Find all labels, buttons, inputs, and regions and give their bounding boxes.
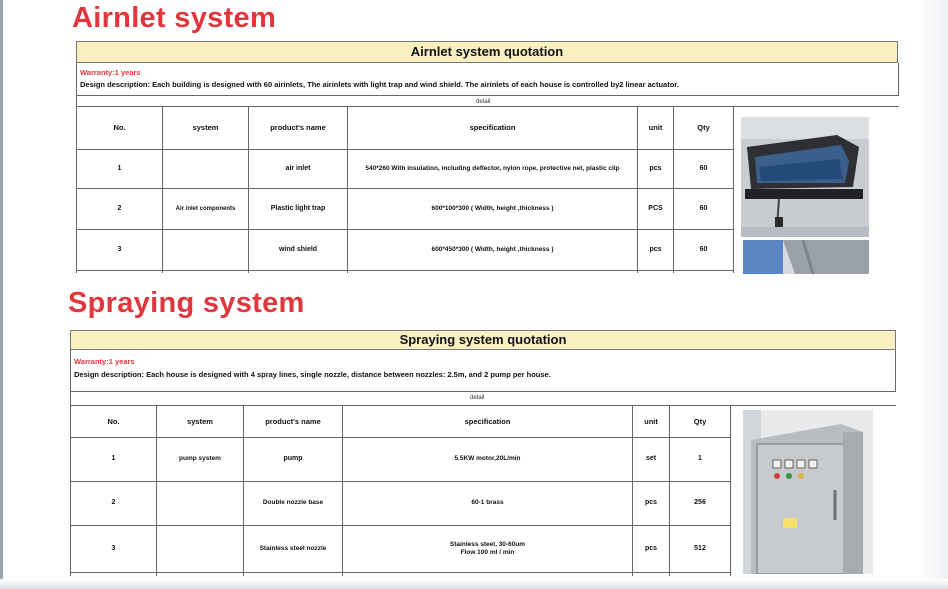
- window-bottom-edge: [0, 579, 948, 589]
- table-row-cell-spec: [343, 526, 632, 572]
- airinlet-header-system: system: [192, 123, 219, 133]
- spraying-header-specification: specification: [464, 416, 511, 426]
- table-row-cell-unit: pcs: [644, 544, 658, 552]
- airinlet-heading: Airnlet system: [72, 2, 277, 34]
- table-row-cell-unit: pcs: [649, 245, 662, 253]
- table-row-cell-name: pump: [283, 455, 303, 463]
- table-row-cell-spec: 540*260 With insulation, including deflector, nylon rope, protective net, plastic clip: [365, 164, 620, 172]
- table-row-cell-spec: 600*100*300 ( Width, height ,thickness ): [431, 204, 554, 212]
- spraying-header-unit: unit: [644, 416, 658, 426]
- spraying-header-qty: Qty: [693, 416, 707, 426]
- table-row-cell-unit: PCS: [648, 204, 663, 212]
- airinlet-header-product-name: product's name: [270, 123, 326, 133]
- airinlet-design-description: Design description: Each building is designed with 60 airinlets, The airinlets with light trap and wind shield. The airinlets of each house is controlled by2 linear actuator.: [80, 80, 679, 89]
- spraying-header-product-name: product's name: [265, 416, 321, 426]
- spec-line-1: Stainless steel, 30-60um: [449, 540, 526, 548]
- table-row-cell-qty: 256: [694, 499, 706, 507]
- table-row-cell-no: 3: [117, 245, 122, 253]
- spraying-header-no: No.: [107, 416, 120, 426]
- table-row-cell-qty: 512: [694, 544, 706, 552]
- table-row-cell-qty: 60: [699, 204, 708, 212]
- table-row-cell-qty: 1: [698, 455, 702, 463]
- spraying-quotation-title: Spraying system quotation: [70, 330, 896, 350]
- airinlet-quotation-title: Airnlet system quotation: [76, 41, 898, 63]
- table-row-cell-unit: set: [645, 455, 657, 463]
- airinlet-detail-label: detail: [476, 99, 491, 105]
- table-row-cell-no: 3: [111, 544, 116, 552]
- table-row-cell-qty: 60: [699, 245, 708, 253]
- table-row-cell-qty: 60: [699, 164, 708, 172]
- air-inlet-product-photo: [741, 117, 869, 237]
- light-trap-product-photo: [743, 240, 869, 274]
- window-left-border: [0, 0, 3, 589]
- table-row-cell-name: Double nozzle base: [262, 499, 324, 507]
- table-row-cell-name: air inlet: [285, 164, 311, 172]
- table-row-cell-name: Plastic light trap: [270, 204, 326, 212]
- table-row-cell-unit: pcs: [649, 164, 662, 172]
- table-row-cell-unit: pcs: [644, 499, 658, 507]
- table-row-cell-no: 1: [111, 455, 116, 463]
- airinlet-warranty: Warranty:1 years: [80, 68, 141, 77]
- spraying-detail-label: detail: [470, 395, 485, 401]
- table-row-cell-name: wind shield: [278, 245, 318, 253]
- spraying-heading: Spraying system: [68, 287, 305, 319]
- table-row-cell-spec: 600*450*300 ( Width, height ,thickness ): [431, 245, 554, 253]
- table-row-cell-no: 2: [117, 204, 122, 212]
- airinlet-header-no: No.: [113, 123, 126, 133]
- spraying-warranty: Warranty:1 years: [74, 357, 135, 366]
- spraying-header-system: system: [187, 416, 213, 426]
- airinlet-header-specification: specification: [469, 123, 516, 133]
- window-right-margin: [915, 0, 948, 589]
- pump-cabinet-photo: [743, 410, 873, 574]
- table-row-cell-no: 1: [117, 164, 122, 172]
- spec-line-2: Flow 100 ml / min: [460, 549, 515, 556]
- spraying-system-cell: pump system: [179, 455, 221, 463]
- table-row-cell-no: 2: [111, 499, 116, 507]
- airinlet-system-cell: Air inlet components: [175, 206, 236, 213]
- table-row-cell-spec: 5.5KW motor,20L/min: [454, 455, 521, 463]
- spraying-design-description: Design description: Each house is designed with 4 spray lines, single nozzle, distance between nozzles: 2.5m, and 2 pump per house.: [74, 370, 551, 379]
- table-row-cell-name: Stainless steel nozzle: [259, 544, 327, 552]
- table-row-cell-spec: 60-1 brass: [471, 499, 504, 507]
- airinlet-header-unit: unit: [648, 123, 663, 133]
- airinlet-header-qty: Qty: [697, 123, 710, 133]
